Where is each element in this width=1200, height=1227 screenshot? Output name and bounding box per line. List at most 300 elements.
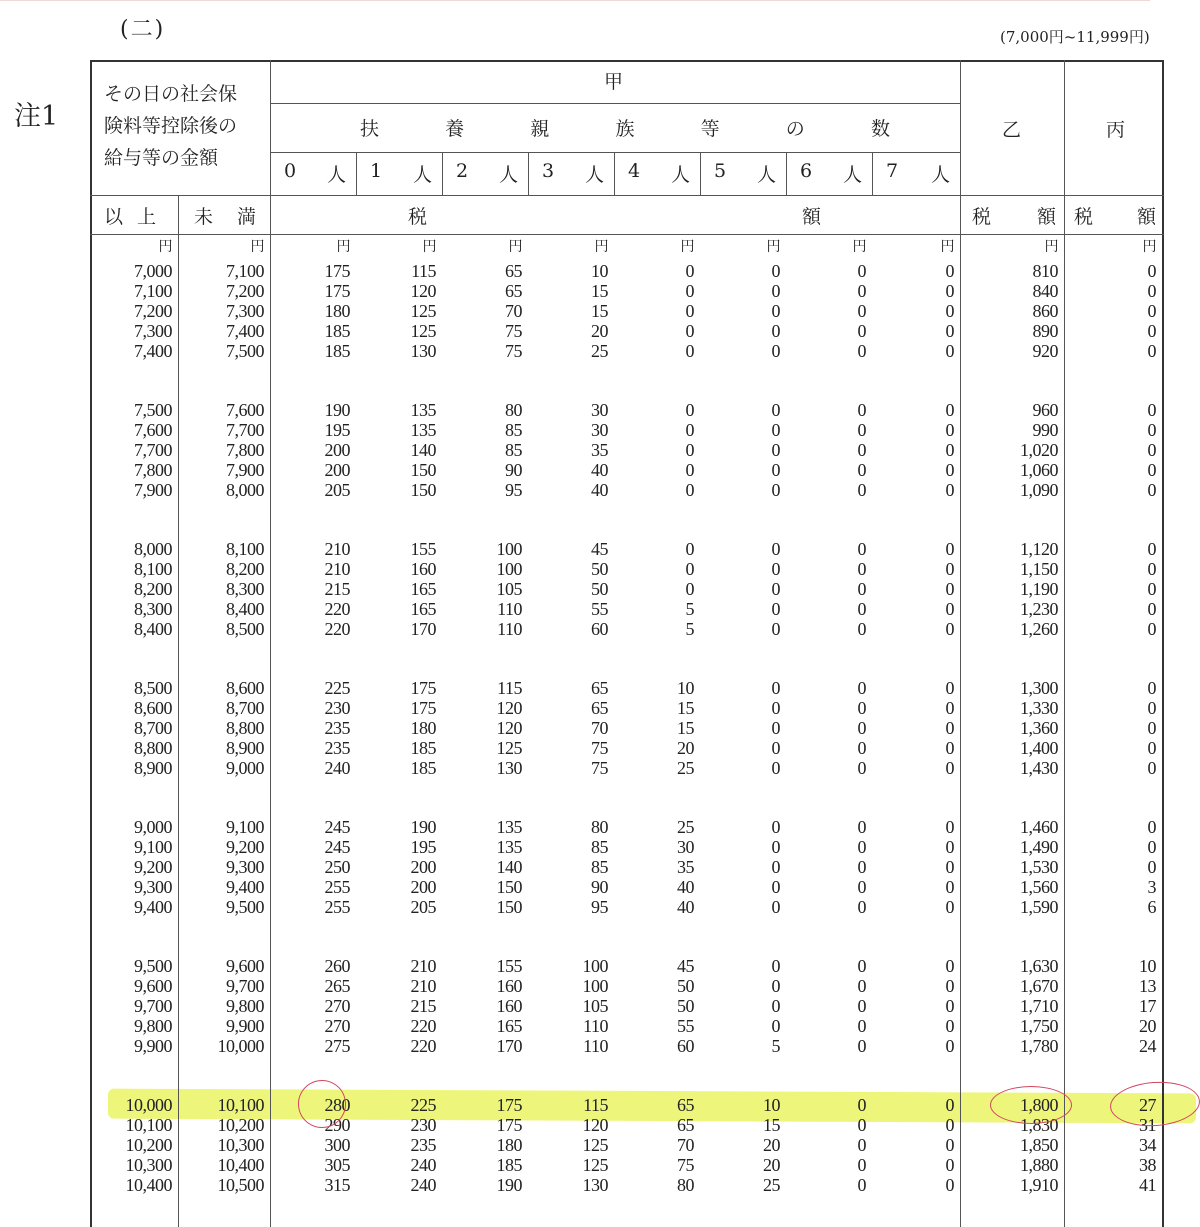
table-cell: 8,600: [134, 698, 172, 718]
table-cell: 9,100: [226, 817, 264, 837]
table-cell: 65: [505, 261, 522, 281]
table-cell: 55: [677, 1016, 694, 1036]
table-cell: 40: [677, 877, 694, 897]
dependent-count-cell: [542, 160, 604, 187]
table-cell: 0: [1147, 738, 1156, 758]
table-cell: 40: [591, 480, 608, 500]
dependent-count-cell: [714, 160, 776, 187]
table-cell: 165: [410, 579, 436, 599]
table-cell: 0: [945, 758, 954, 778]
dependents-char: 等: [700, 118, 720, 140]
table-cell: 0: [945, 857, 954, 877]
table-cell: 265: [324, 976, 350, 996]
table-cell: 9,300: [226, 857, 264, 877]
dependent-count-number: 0: [284, 160, 297, 182]
table-cell: 0: [1147, 579, 1156, 599]
table-cell: 9,200: [226, 837, 264, 857]
table-cell: 0: [1147, 857, 1156, 877]
table-cell: 0: [1147, 460, 1156, 480]
table-cell: 0: [945, 440, 954, 460]
table-cell: 80: [591, 817, 608, 837]
table-cell: 38: [1139, 1155, 1156, 1175]
table-cell: 860: [1032, 301, 1058, 321]
table-cell: 140: [496, 857, 522, 877]
table-cell: 0: [685, 559, 694, 579]
table-cell: 9,800: [226, 996, 264, 1016]
header-line: [270, 152, 960, 153]
table-cell: 8,800: [134, 738, 172, 758]
table-row: [90, 738, 1164, 758]
table-cell: 225: [410, 1095, 436, 1115]
table-cell: 190: [324, 400, 350, 420]
table-cell: 45: [677, 956, 694, 976]
table-row: [90, 877, 1164, 897]
table-cell: 140: [410, 440, 436, 460]
table-cell: 0: [771, 341, 780, 361]
table-cell: 220: [410, 1016, 436, 1036]
table-cell: 0: [945, 460, 954, 480]
table-cell: 0: [857, 996, 866, 1016]
table-cell: 7,700: [226, 420, 264, 440]
table-row: [90, 321, 1164, 341]
table-cell: 0: [945, 837, 954, 857]
table-cell: 0: [945, 1095, 954, 1115]
table-cell: 280: [324, 1095, 350, 1115]
table-cell: 0: [685, 321, 694, 341]
table-cell: 40: [591, 460, 608, 480]
table-cell: 0: [945, 877, 954, 897]
table-cell: 10,500: [217, 1175, 264, 1195]
table-cell: 0: [857, 480, 866, 500]
hei-tax-char: 額: [1136, 206, 1156, 228]
table-cell: 9,600: [226, 956, 264, 976]
tax-table: [90, 60, 1164, 1227]
table-cell: 0: [1147, 698, 1156, 718]
table-cell: 230: [410, 1115, 436, 1135]
table-cell: 0: [857, 857, 866, 877]
table-cell: 175: [496, 1095, 522, 1115]
table-cell: 110: [497, 619, 522, 639]
table-row: [90, 400, 1164, 420]
dependents-char: 扶: [360, 118, 380, 140]
table-cell: 135: [410, 420, 436, 440]
table-cell: 0: [771, 619, 780, 639]
hei-tax-char: 税: [1074, 206, 1094, 228]
dependent-count-unit: 人: [670, 164, 690, 186]
table-cell: 180: [324, 301, 350, 321]
otsu-tax-label: [972, 202, 1056, 229]
table-cell: 200: [410, 877, 436, 897]
table-cell: 1,880: [1020, 1155, 1058, 1175]
table-cell: 0: [945, 1036, 954, 1056]
table-cell: 41: [1139, 1175, 1156, 1195]
unit-cell: 円: [1044, 240, 1058, 255]
table-cell: 7,500: [226, 341, 264, 361]
table-cell: 60: [591, 619, 608, 639]
table-cell: 270: [324, 1016, 350, 1036]
table-cell: 7,300: [226, 301, 264, 321]
table-cell: 5: [771, 1036, 780, 1056]
table-cell: 0: [857, 837, 866, 857]
table-cell: 10,100: [125, 1115, 172, 1135]
section-number: (二): [120, 17, 166, 42]
table-cell: 0: [857, 559, 866, 579]
table-cell: 9,500: [134, 956, 172, 976]
table-cell: 5: [685, 619, 694, 639]
table-row: [90, 261, 1164, 281]
table-cell: 7,400: [226, 321, 264, 341]
table-cell: 135: [496, 817, 522, 837]
unit-cell: 円: [1142, 240, 1156, 255]
table-cell: 0: [771, 857, 780, 877]
table-cell: 10,200: [125, 1135, 172, 1155]
table-cell: 0: [1147, 261, 1156, 281]
salary-range-note: (7,000円~11,999円): [1000, 28, 1150, 46]
dependent-count-unit: 人: [412, 164, 432, 186]
table-row: [90, 698, 1164, 718]
table-cell: 9,800: [134, 1016, 172, 1036]
table-row: [90, 1036, 1164, 1056]
table-cell: 990: [1032, 420, 1058, 440]
dependent-count-cell: [456, 160, 518, 187]
table-cell: 120: [496, 718, 522, 738]
table-cell: 9,600: [134, 976, 172, 996]
table-cell: 155: [410, 539, 436, 559]
table-cell: 9,200: [134, 857, 172, 877]
table-cell: 25: [677, 817, 694, 837]
table-cell: 1,560: [1020, 877, 1058, 897]
table-row: [90, 460, 1164, 480]
table-cell: 15: [677, 718, 694, 738]
unit-cell: 円: [940, 240, 954, 255]
table-cell: 180: [410, 718, 436, 738]
table-cell: 0: [771, 698, 780, 718]
table-cell: 0: [945, 678, 954, 698]
table-cell: 0: [857, 440, 866, 460]
table-cell: 20: [1139, 1016, 1156, 1036]
table-cell: 95: [505, 480, 522, 500]
table-cell: 10,400: [217, 1155, 264, 1175]
table-cell: 0: [1147, 341, 1156, 361]
table-cell: 65: [591, 678, 608, 698]
table-cell: 24: [1139, 1036, 1156, 1056]
table-cell: 13: [1139, 976, 1156, 996]
table-cell: 0: [1147, 440, 1156, 460]
table-cell: 0: [945, 738, 954, 758]
table-cell: 220: [410, 1036, 436, 1056]
dependent-count-unit: 人: [930, 164, 950, 186]
table-cell: 0: [945, 400, 954, 420]
table-cell: 30: [591, 420, 608, 440]
table-cell: 15: [591, 281, 608, 301]
table-cell: 60: [677, 1036, 694, 1056]
unit-cell: 円: [852, 240, 866, 255]
table-cell: 170: [496, 1036, 522, 1056]
table-cell: 100: [496, 559, 522, 579]
table-cell: 960: [1032, 400, 1058, 420]
table-cell: 0: [857, 678, 866, 698]
table-cell: 0: [771, 837, 780, 857]
table-cell: 105: [582, 996, 608, 1016]
table-cell: 20: [677, 738, 694, 758]
table-cell: 75: [677, 1155, 694, 1175]
table-cell: 130: [582, 1175, 608, 1195]
table-cell: 75: [591, 738, 608, 758]
table-cell: 210: [324, 539, 350, 559]
table-cell: 0: [1147, 281, 1156, 301]
dependents-char: 親: [530, 118, 550, 140]
table-cell: 235: [410, 1135, 436, 1155]
table-cell: 0: [857, 400, 866, 420]
dependent-count-unit: 人: [326, 164, 346, 186]
table-row: [90, 897, 1164, 917]
table-row: [90, 420, 1164, 440]
miman-char: 未: [194, 206, 214, 228]
table-cell: 8,800: [226, 718, 264, 738]
table-cell: 8,900: [134, 758, 172, 778]
table-cell: 110: [583, 1016, 608, 1036]
ijo-char: 上: [136, 206, 156, 228]
table-cell: 0: [945, 1135, 954, 1155]
table-cell: 0: [771, 956, 780, 976]
table-cell: 120: [582, 1115, 608, 1135]
table-cell: 0: [771, 897, 780, 917]
table-cell: 115: [583, 1095, 608, 1115]
table-cell: 1,400: [1020, 738, 1058, 758]
table-cell: 10: [591, 261, 608, 281]
table-cell: 240: [410, 1175, 436, 1195]
hei-tax-label: [1074, 202, 1156, 229]
table-cell: 8,400: [134, 619, 172, 639]
table-cell: 35: [591, 440, 608, 460]
otsu-tax-char: 税: [972, 206, 992, 228]
table-cell: 305: [324, 1155, 350, 1175]
gaku-label: 額: [802, 206, 822, 228]
table-cell: 85: [591, 837, 608, 857]
table-cell: 120: [410, 281, 436, 301]
table-cell: 15: [763, 1115, 780, 1135]
table-cell: 190: [496, 1175, 522, 1195]
table-cell: 205: [324, 480, 350, 500]
table-cell: 1,090: [1020, 480, 1058, 500]
table-cell: 0: [857, 1016, 866, 1036]
table-cell: 255: [324, 877, 350, 897]
table-cell: 9,900: [226, 1016, 264, 1036]
unit-cell: 円: [508, 240, 522, 255]
table-cell: 290: [324, 1115, 350, 1135]
table-cell: 155: [496, 956, 522, 976]
table-cell: 50: [677, 976, 694, 996]
table-cell: 8,100: [134, 559, 172, 579]
table-cell: 10,100: [217, 1095, 264, 1115]
table-cell: 0: [857, 1135, 866, 1155]
table-cell: 0: [857, 758, 866, 778]
table-cell: 225: [324, 678, 350, 698]
dependent-count-number: 6: [800, 160, 813, 182]
table-cell: 1,670: [1020, 976, 1058, 996]
table-cell: 30: [591, 400, 608, 420]
table-cell: 7,500: [134, 400, 172, 420]
table-cell: 0: [771, 559, 780, 579]
table-cell: 75: [505, 341, 522, 361]
table-cell: 8,000: [134, 539, 172, 559]
unit-cell: 円: [158, 240, 172, 255]
table-cell: 1,300: [1020, 678, 1058, 698]
table-cell: 0: [857, 817, 866, 837]
table-cell: 125: [582, 1155, 608, 1175]
table-cell: 210: [324, 559, 350, 579]
ijo-label: [104, 202, 156, 229]
table-row: [90, 559, 1164, 579]
table-cell: 1,190: [1020, 579, 1058, 599]
table-cell: 125: [410, 321, 436, 341]
table-cell: 65: [677, 1115, 694, 1135]
table-cell: 10,300: [217, 1135, 264, 1155]
table-cell: 9,500: [226, 897, 264, 917]
header-line: [270, 103, 960, 104]
table-cell: 1,230: [1020, 599, 1058, 619]
table-cell: 8,200: [226, 559, 264, 579]
table-cell: 20: [763, 1135, 780, 1155]
table-cell: 0: [1147, 837, 1156, 857]
table-cell: 31: [1139, 1115, 1156, 1135]
table-cell: 0: [771, 480, 780, 500]
table-cell: 185: [324, 321, 350, 341]
table-cell: 1,750: [1020, 1016, 1058, 1036]
table-cell: 0: [771, 976, 780, 996]
table-cell: 10,300: [125, 1155, 172, 1175]
table-cell: 0: [685, 420, 694, 440]
table-cell: 0: [771, 1016, 780, 1036]
table-row: [90, 956, 1164, 976]
table-cell: 0: [857, 460, 866, 480]
table-cell: 0: [857, 281, 866, 301]
amount-label-line2: 険料等控除後の: [104, 115, 238, 137]
table-cell: 1,490: [1020, 837, 1058, 857]
table-cell: 70: [505, 301, 522, 321]
table-cell: 95: [591, 897, 608, 917]
table-row: [90, 341, 1164, 361]
table-cell: 920: [1032, 341, 1058, 361]
dependent-count-number: 1: [370, 160, 383, 182]
table-cell: 20: [763, 1155, 780, 1175]
dependents-char: の: [785, 118, 805, 140]
table-cell: 15: [677, 698, 694, 718]
table-cell: 275: [324, 1036, 350, 1056]
table-row: [90, 301, 1164, 321]
dependent-count-unit: 人: [756, 164, 776, 186]
table-cell: 105: [496, 579, 522, 599]
table-cell: 255: [324, 897, 350, 917]
table-cell: 0: [857, 718, 866, 738]
table-cell: 30: [677, 837, 694, 857]
table-cell: 240: [410, 1155, 436, 1175]
table-cell: 0: [1147, 559, 1156, 579]
column-line: [614, 152, 615, 195]
table-cell: 7,600: [134, 420, 172, 440]
table-cell: 9,900: [134, 1036, 172, 1056]
table-cell: 0: [685, 460, 694, 480]
table-cell: 245: [324, 837, 350, 857]
table-cell: 175: [496, 1115, 522, 1135]
table-cell: 55: [591, 599, 608, 619]
table-cell: 180: [496, 1135, 522, 1155]
table-cell: 150: [496, 897, 522, 917]
table-row: [90, 579, 1164, 599]
column-line: [356, 152, 357, 195]
dependents-char: 数: [870, 118, 890, 140]
unit-cell: 円: [680, 240, 694, 255]
table-row: [90, 678, 1164, 698]
table-cell: 45: [591, 539, 608, 559]
table-cell: 0: [685, 539, 694, 559]
table-cell: 1,260: [1020, 619, 1058, 639]
table-cell: 115: [411, 261, 436, 281]
table-cell: 0: [857, 738, 866, 758]
table-cell: 27: [1139, 1095, 1156, 1115]
table-row: [90, 619, 1164, 639]
table-cell: 250: [324, 857, 350, 877]
table-cell: 1,630: [1020, 956, 1058, 976]
table-cell: 7,400: [134, 341, 172, 361]
table-cell: 0: [685, 440, 694, 460]
miman-label: [194, 202, 256, 229]
dependent-count-cell: [886, 160, 950, 187]
table-cell: 235: [324, 718, 350, 738]
table-cell: 85: [505, 440, 522, 460]
table-cell: 8,300: [134, 599, 172, 619]
table-row: [90, 1135, 1164, 1155]
dependent-count-unit: 人: [842, 164, 862, 186]
table-cell: 0: [945, 341, 954, 361]
table-cell: 8,000: [226, 480, 264, 500]
table-cell: 9,000: [226, 758, 264, 778]
table-cell: 10,000: [217, 1036, 264, 1056]
table-cell: 220: [324, 599, 350, 619]
table-cell: 300: [324, 1135, 350, 1155]
table-cell: 0: [771, 460, 780, 480]
table-row: [90, 440, 1164, 460]
otsu-label: 乙: [1002, 119, 1022, 141]
table-cell: 8,400: [226, 599, 264, 619]
table-cell: 34: [1139, 1135, 1156, 1155]
unit-cell: 円: [336, 240, 350, 255]
table-cell: 90: [505, 460, 522, 480]
table-cell: 115: [497, 678, 522, 698]
table-cell: 65: [677, 1095, 694, 1115]
table-cell: 185: [324, 341, 350, 361]
table-cell: 1,830: [1020, 1115, 1058, 1135]
table-cell: 0: [857, 539, 866, 559]
table-row: [90, 281, 1164, 301]
table-cell: 0: [945, 817, 954, 837]
table-cell: 0: [1147, 420, 1156, 440]
table-cell: 1,020: [1020, 440, 1058, 460]
table-cell: 7,100: [134, 281, 172, 301]
table-cell: 160: [496, 976, 522, 996]
table-cell: 1,150: [1020, 559, 1058, 579]
circle-mark: [990, 1086, 1072, 1124]
table-cell: 0: [945, 420, 954, 440]
dependent-count-number: 4: [628, 160, 641, 182]
table-row: [90, 817, 1164, 837]
dependents-char: 族: [615, 118, 635, 140]
table-cell: 245: [324, 817, 350, 837]
table-cell: 0: [1147, 678, 1156, 698]
table-cell: 8,900: [226, 738, 264, 758]
table-cell: 195: [410, 837, 436, 857]
table-cell: 6: [1147, 897, 1156, 917]
